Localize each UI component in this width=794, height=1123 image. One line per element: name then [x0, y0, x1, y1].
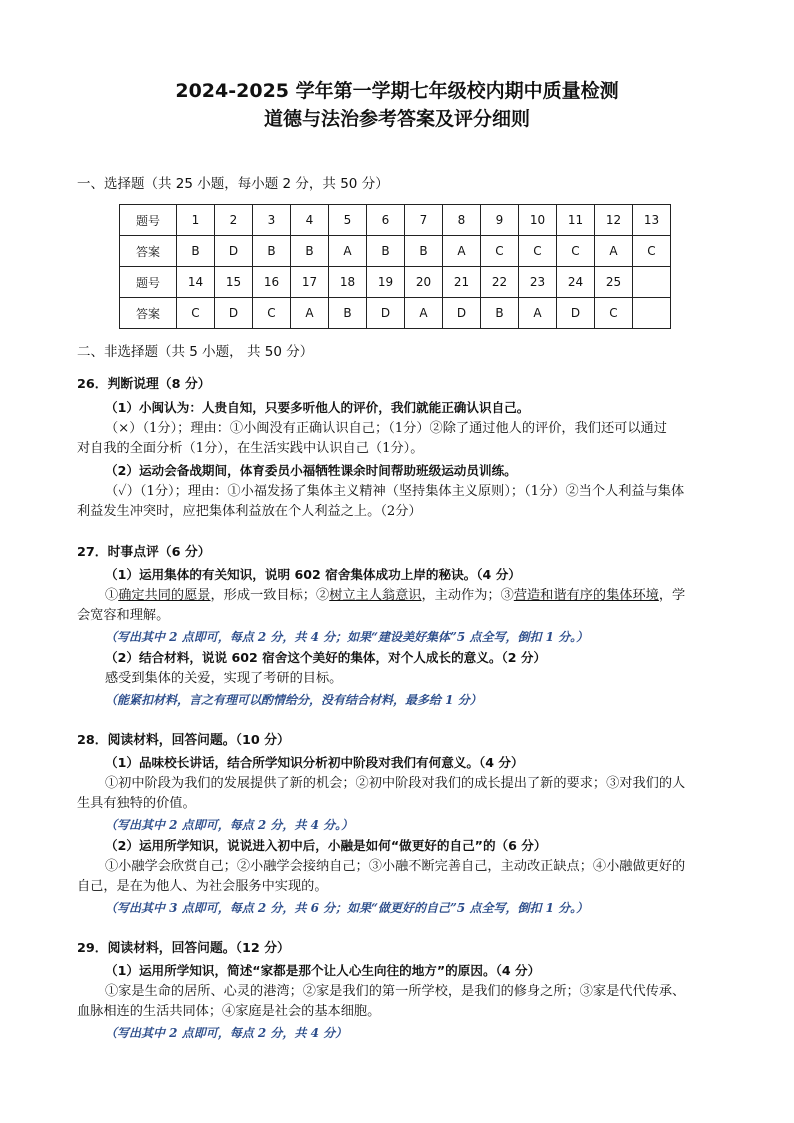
table-cell: B — [405, 236, 443, 267]
text-span: ，形成一致目标；② — [210, 588, 330, 603]
table-cell: D — [367, 298, 405, 329]
q29-heading: 29．阅读材料，回答问题。（12 分） — [77, 941, 290, 956]
table-cell: B — [367, 236, 405, 267]
table-cell: 2 — [215, 205, 253, 236]
underlined-key-point: 营造和谐有序的集体环境 — [513, 588, 659, 603]
table-cell: C — [177, 298, 215, 329]
table-cell: 9 — [481, 205, 519, 236]
text-span: ① — [105, 588, 119, 603]
q26-prompt-1: （1）小闽认为：人贵自知，只要多听他人的评价，我们就能正确认识自己。 — [105, 400, 530, 415]
table-row-questions-1 — [120, 205, 671, 236]
table-cell: D — [557, 298, 595, 329]
table-cell: A — [443, 236, 481, 267]
table-cell: 11 — [557, 205, 595, 236]
table-cell: D — [215, 236, 253, 267]
table-cell: C — [253, 298, 291, 329]
section2-heading: 二、非选择题（共 5 小题， 共 50 分） — [77, 344, 314, 360]
table-cell: 3 — [253, 205, 291, 236]
table-cell: C — [519, 236, 557, 267]
q28-answer-1-line2: 生具有独特的价值。 — [77, 796, 196, 811]
q27-heading: 27．时事点评（6 分） — [77, 545, 211, 560]
answer-table — [119, 204, 671, 329]
table-cell: D — [215, 298, 253, 329]
table-cell: A — [595, 236, 633, 267]
table-cell: 25 — [595, 267, 633, 298]
table-cell: A — [519, 298, 557, 329]
table-row-questions-2 — [120, 267, 671, 298]
q27-scoring-note-1: （写出其中 2 点即可，每点 2 分，共 4 分；如果“建设美好集体”5 点全写，倒扣 1 分。） — [105, 630, 589, 644]
table-cell: C — [595, 298, 633, 329]
table-cell: 14 — [177, 267, 215, 298]
text-span: ，主动作为；③ — [421, 588, 514, 603]
table-row-answers-2 — [120, 298, 671, 329]
q29-answer-1-line1: ①家是生命的居所、心灵的港湾；②家是我们的第一所学校，是我们的修身之所；③家是代代传承、 — [105, 984, 686, 999]
table-cell: B — [291, 236, 329, 267]
table-cell: 8 — [443, 205, 481, 236]
q27-answer-1-line1 — [105, 588, 685, 604]
table-cell: C — [557, 236, 595, 267]
table-cell: 24 — [557, 267, 595, 298]
table-cell: B — [329, 298, 367, 329]
table-cell: A — [405, 298, 443, 329]
table-cell: 22 — [481, 267, 519, 298]
table-cell: 21 — [443, 267, 481, 298]
q26-answer-1-line1: （×）（1分）；理由：①小闽没有正确认识自己；（1分）②除了通过他人的评价，我们还可以通过 — [105, 421, 667, 436]
page-title: 2024-2025 学年第一学期七年级校内期中质量检测 — [175, 80, 619, 102]
row-label: 答案 — [120, 298, 177, 329]
table-cell: 15 — [215, 267, 253, 298]
q29-answer-1-line2: 血脉相连的生活共同体；④家庭是社会的基本细胞。 — [77, 1004, 381, 1019]
table-cell — [633, 298, 671, 329]
q28-scoring-note-1: （写出其中 2 点即可，每点 2 分，共 4 分。） — [105, 818, 354, 832]
table-cell: 20 — [405, 267, 443, 298]
table-cell: D — [443, 298, 481, 329]
q26-answer-2-line2: 利益发生冲突时，应把集体利益放在个人利益之上。（2分） — [77, 504, 422, 519]
q26-answer-1-line2: 对自我的全面分析（1分），在生活实践中认识自己（1分）。 — [77, 441, 424, 456]
q28-answer-2-line2: 自己，是在为他人、为社会服务中实现的。 — [77, 879, 328, 894]
table-cell: 7 — [405, 205, 443, 236]
table-cell: 12 — [595, 205, 633, 236]
table-cell: 18 — [329, 267, 367, 298]
table-cell: C — [481, 236, 519, 267]
q27-scoring-note-2: （能紧扣材料，言之有理可以酌情给分，没有结合材料，最多给 1 分） — [105, 693, 482, 707]
table-cell: 23 — [519, 267, 557, 298]
q27-prompt-1: （1）运用集体的有关知识，说明 602 宿舍集体成功上岸的秘诀。（4 分） — [105, 567, 521, 582]
table-cell: C — [633, 236, 671, 267]
q28-answer-1-line1: ①初中阶段为我们的发展提供了新的机会；②初中阶段对我们的成长提出了新的要求；③对我们的人 — [105, 776, 686, 791]
page-subtitle: 道德与法治参考答案及评分细则 — [263, 108, 530, 130]
q27-answer-2: 感受到集体的关爱，实现了考研的目标。 — [105, 671, 343, 686]
table-cell: 6 — [367, 205, 405, 236]
q26-prompt-2: （2）运动会备战期间，体育委员小福牺牲课余时间帮助班级运动员训练。 — [105, 463, 517, 478]
table-row-answers-1 — [120, 236, 671, 267]
row-label: 题号 — [120, 267, 177, 298]
underlined-key-point: 确定共同的愿景 — [118, 588, 211, 603]
q28-heading: 28．阅读材料，回答问题。（10 分） — [77, 733, 290, 748]
underlined-key-point: 树立主人翁意识 — [329, 588, 422, 603]
table-cell: 16 — [253, 267, 291, 298]
table-cell: B — [177, 236, 215, 267]
q27-prompt-2: （2）结合材料，说说 602 宿舍这个美好的集体，对个人成长的意义。（2 分） — [105, 650, 547, 665]
table-cell: 19 — [367, 267, 405, 298]
table-cell: 4 — [291, 205, 329, 236]
table-cell: 13 — [633, 205, 671, 236]
q29-scoring-note-1: （写出其中 2 点即可，每点 2 分，共 4 分） — [105, 1026, 348, 1040]
table-cell: 10 — [519, 205, 557, 236]
table-cell: A — [291, 298, 329, 329]
q26-heading: 26．判断说理（8 分） — [77, 377, 211, 392]
table-cell: 17 — [291, 267, 329, 298]
table-cell: 1 — [177, 205, 215, 236]
q29-prompt-1: （1）运用所学知识，简述“家都是那个让人心生向往的地方”的原因。（4 分） — [105, 963, 541, 978]
table-cell: B — [253, 236, 291, 267]
table-cell: A — [329, 236, 367, 267]
q28-prompt-2: （2）运用所学知识，说说进入初中后，小融是如何“做更好的自己”的（6 分） — [105, 838, 547, 853]
q27-answer-1-line2: 会宽容和理解。 — [77, 608, 170, 623]
q28-prompt-1: （1）品味校长讲话，结合所学知识分析初中阶段对我们有何意义。（4 分） — [105, 755, 524, 770]
q26-answer-2-line1: （✓）（1分）；理由：①小福发扬了集体主义精神（坚持集体主义原则）；（1分）②当个人利益与集体 — [105, 484, 685, 499]
row-label: 答案 — [120, 236, 177, 267]
q28-scoring-note-2: （写出其中 3 点即可，每点 2 分，共 6 分；如果“做更好的自己”5 点全写，倒扣 1 分。） — [105, 901, 589, 915]
table-cell: 5 — [329, 205, 367, 236]
text-span: ，学 — [658, 588, 686, 603]
table-cell — [633, 267, 671, 298]
row-label: 题号 — [120, 205, 177, 236]
table-cell: B — [481, 298, 519, 329]
q28-answer-2-line1: ①小融学会欣赏自己；②小融学会接纳自己；③小融不断完善自己，主动改正缺点；④小融做更好的 — [105, 859, 686, 874]
section1-heading: 一、选择题（共 25 小题，每小题 2 分，共 50 分） — [77, 176, 389, 192]
